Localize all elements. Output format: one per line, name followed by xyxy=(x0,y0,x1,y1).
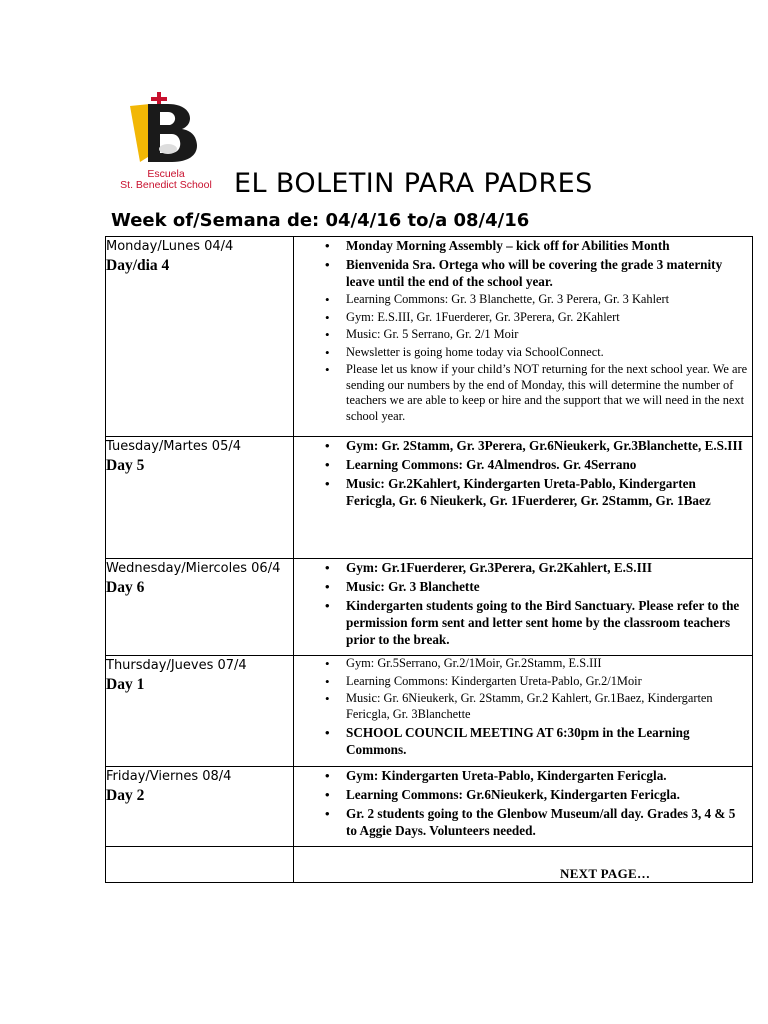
event-list xyxy=(294,767,752,839)
event-item: • Please let us know if your child’s NOT returning for the next school year. We are sending our numbers by the end of Monday, this will determine the number of teachers we are able to keep or hire and the support that we will need in the next school year. xyxy=(294,362,748,424)
event-item: • Bienvenida Sra. Ortega who will be covering the grade 3 maternity leave until the end of the school year. xyxy=(294,256,748,290)
logo-line-2: St. Benedict School xyxy=(120,179,212,191)
next-page-label: NEXT PAGE… xyxy=(560,866,651,881)
week-heading: Week of/Semana de: 04/4/16 to/a 08/4/16 xyxy=(111,210,530,231)
day-cell xyxy=(106,767,294,847)
day-name: Monday/Lunes 04/4 xyxy=(106,239,234,254)
event-item: • Gr. 2 students going to the Glenbow Museum/all day. Grades 3, 4 & 5 to Aggie Days. Volunteers needed. xyxy=(294,805,748,839)
event-item: • Learning Commons: Gr. 3 Blanchette, Gr. 3 Perera, Gr. 3 Kahlert xyxy=(294,292,748,308)
event-item: • Kindergarten students going to the Bird Sanctuary. Please refer to the permission form sent and letter sent home by the classroom teachers prior to the break. xyxy=(294,597,748,648)
event-item: • Gym: Gr. 2Stamm, Gr. 3Perera, Gr.6Nieukerk, Gr.3Blanchette, E.S.III xyxy=(294,437,748,454)
event-item: • Gym: Gr.5Serrano, Gr.2/1Moir, Gr.2Stamm, E.S.III xyxy=(294,656,748,672)
event-list xyxy=(294,656,752,758)
schedule-row-thursday xyxy=(106,656,753,767)
newsletter-title: EL BOLETIN PARA PADRES xyxy=(234,168,593,199)
event-item: • Music: Gr. 6Nieukerk, Gr. 2Stamm, Gr.2 Kahlert, Gr.1Baez, Kindergarten Fericgla, Gr. 3Blanchette xyxy=(294,691,748,722)
schedule-row-wednesday xyxy=(106,559,753,656)
school-logo xyxy=(112,92,220,198)
event-list xyxy=(294,437,752,509)
day-name: Thursday/Jueves 07/4 xyxy=(106,658,247,673)
event-item: • Gym: Gr.1Fuerderer, Gr.3Perera, Gr.2Kahlert, E.S.III xyxy=(294,559,748,576)
day-cell xyxy=(106,656,294,767)
empty-cell xyxy=(106,847,294,883)
day-name: Tuesday/Martes 05/4 xyxy=(106,439,241,454)
event-item: • Monday Morning Assembly – kick off for Abilities Month xyxy=(294,237,748,254)
school-crest-icon xyxy=(120,92,212,170)
events-cell xyxy=(294,237,753,437)
event-list xyxy=(294,237,752,424)
event-item: • Music: Gr. 5 Serrano, Gr. 2/1 Moir xyxy=(294,327,748,343)
event-item: • Newsletter is going home today via SchoolConnect. xyxy=(294,345,748,361)
event-item: • Learning Commons: Gr.6Nieukerk, Kindergarten Fericgla. xyxy=(294,786,748,803)
day-cell xyxy=(106,437,294,559)
events-cell xyxy=(294,656,753,767)
day-name: Friday/Viernes 08/4 xyxy=(106,769,232,784)
event-list xyxy=(294,559,752,648)
day-number: Day 2 xyxy=(106,787,145,804)
events-cell xyxy=(294,767,753,847)
event-item: • Learning Commons: Kindergarten Ureta-Pablo, Gr.2/1Moir xyxy=(294,674,748,690)
event-item: • Learning Commons: Gr. 4Almendros. Gr. 4Serrano xyxy=(294,456,748,473)
event-item: • Music: Gr.2Kahlert, Kindergarten Ureta-Pablo, Kindergarten Fericgla, Gr. 6 Nieukerk, Gr. 1Fuerderer, Gr. 2Stamm, Gr. 1Baez xyxy=(294,475,748,509)
schedule-row-friday xyxy=(106,767,753,847)
footer-cell xyxy=(294,847,753,883)
schedule-row-monday xyxy=(106,237,753,437)
event-item: • SCHOOL COUNCIL MEETING AT 6:30pm in the Learning Commons. xyxy=(294,724,748,758)
events-cell xyxy=(294,559,753,656)
event-item: • Music: Gr. 3 Blanchette xyxy=(294,578,748,595)
schedule-table xyxy=(105,236,753,883)
logo-line-1: Escuela xyxy=(147,168,185,180)
day-name: Wednesday/Miercoles 06/4 xyxy=(106,561,281,576)
schedule-row-tuesday xyxy=(106,437,753,559)
events-cell xyxy=(294,437,753,559)
event-item: • Gym: Kindergarten Ureta-Pablo, Kindergarten Fericgla. xyxy=(294,767,748,784)
schedule-row-footer xyxy=(106,847,753,883)
day-number: Day/dia 4 xyxy=(106,257,170,274)
day-number: Day 1 xyxy=(106,676,145,693)
day-number: Day 6 xyxy=(106,579,145,596)
day-number: Day 5 xyxy=(106,457,145,474)
day-cell xyxy=(106,559,294,656)
event-item: • Gym: E.S.III, Gr. 1Fuerderer, Gr. 3Perera, Gr. 2Kahlert xyxy=(294,310,748,326)
day-cell xyxy=(106,237,294,437)
